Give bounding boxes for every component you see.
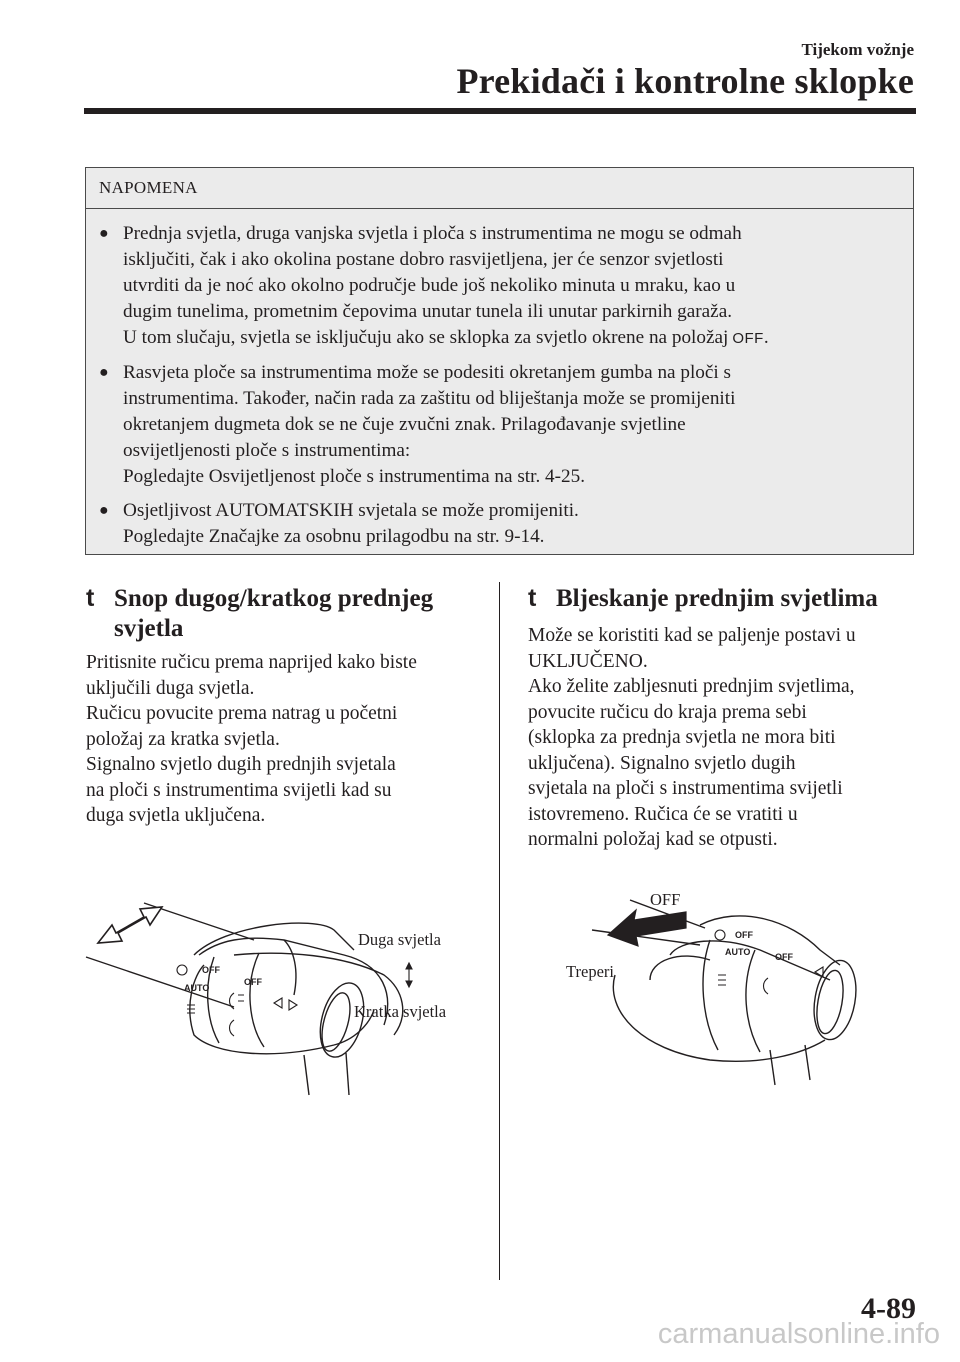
text-line: UKLJUČENO. [528,650,648,672]
right-section-heading [528,583,878,614]
stalk-stem [805,1045,810,1080]
text-line: istovremeno. Ručica će se vratiti u [528,803,798,825]
stalk-auto-text: AUTO [725,947,751,957]
note-line: okretanjem dugmeta dok se ne čuje zvučni znak. Prilagođavanje svjetline [123,414,686,435]
text-line: uključena). Signalno svjetlo dugih [528,752,796,774]
left-section-heading [86,583,433,644]
note-item-1 [86,221,903,352]
sun-icon [177,965,187,975]
header-rule [84,108,916,114]
stalk-outline [613,975,825,1061]
text-line: položaj za kratka svjetla. [86,728,280,750]
stalk-end-cap-inner [813,968,848,1035]
text-line: Ako želite zabljesnuti prednjim svjetlima, [528,676,855,697]
note-line: Rasvjeta ploče sa instrumentima može se podesiti okretanjem gumba na ploči s [123,362,731,383]
note-line: osvijetljenosti ploče s instrumentima: [123,440,411,461]
bullet-icon: ● [99,225,109,242]
headlight-stalk-figure [84,895,484,1105]
stalk-outline [234,953,403,1035]
note-line: dugim tunelima, prometnim čepovima unutar tunela ili unutar parkirnih garaža. [123,301,733,322]
section-label: Tijekom vožnje [801,40,914,59]
text-line: uključili duga svjetla. [86,677,255,699]
stalk-off-text: OFF [735,930,753,940]
stalk-outline [284,940,296,995]
heading-line: svjetla [114,615,184,642]
stalk-auto-text: AUTO [184,983,210,993]
sun-icon [715,930,725,940]
stalk-off-text: OFF [202,965,220,975]
text-line: na ploči s instrumentima svijetli kad su [86,779,392,801]
label-high-beam: Duga svjetla [358,930,441,949]
note-box [85,167,914,555]
note-line: instrumentima. Također, način rada za zaštitu od bliještanja može se promijeniti [123,388,736,409]
parking-light-icon [718,975,726,985]
stalk-outline [650,956,710,980]
note-item-2 [86,360,903,490]
stalk-stem [304,1055,309,1095]
flash-arrow [608,910,686,946]
note-line: isključiti, čak i ako okolina postane dobro rasvijetljena, jer će senzor svjetlosti [123,249,724,270]
fog-light-icon [764,978,769,994]
text-line: duga svjetla uključena. [86,805,266,826]
note-line: Prednja svjetla, druga vanjska svjetla i ploča s instrumentima ne mogu se odmah [123,223,742,244]
stalk-stem [346,1053,349,1095]
bullet-icon: ● [99,502,109,519]
off-symbol: OFF [732,330,764,347]
text-line: Ručicu povucite prema natrag u početni [86,703,398,724]
fog-light-icon [230,993,245,1009]
text-line: Može se koristiti kad se paljenje postavi u [528,625,856,646]
chapter-title: Prekidači i kontrolne sklopke [456,61,914,101]
stalk-ring [703,940,718,1050]
section-marker-icon: t [528,584,537,612]
left-paragraph [86,650,417,829]
flash-stalk-figure [590,880,880,1090]
stalk-off-text: OFF [775,952,793,962]
light-symbol-icons [715,930,823,994]
stalk-ring [250,953,264,1047]
watermark: carmanualsonline.info [657,1318,940,1350]
section-marker-icon: t [86,584,95,612]
note-line-end: . [763,327,769,348]
rear-fog-icon [230,1020,235,1036]
note-line: Pogledajte Osvijetljenost ploče s instrumentima na str. 4-25. [123,466,586,487]
text-line: (sklopka za prednja svjetla ne mora biti [528,727,836,748]
note-line-text: U tom slučaju, svjetla se isključuju ako se sklopka za svjetlo okrene na položaj [123,327,729,348]
parking-light-icon [187,1005,195,1013]
note-title: NAPOMENA [99,178,198,197]
label-flash: Treperi [566,962,614,981]
text-line: normalni položaj kad se otpusti. [528,829,778,850]
stalk-stem [770,1050,775,1085]
text-line: Pritisnite ručicu prema naprijed kako biste [86,652,417,673]
text-line: Signalno svjetlo dugih prednjih svjetala [86,754,396,775]
page-number: 4-89 [861,1292,916,1325]
label-off: OFF [650,890,681,909]
label-low-beam: Kratka svjetla [354,1002,447,1021]
text-line: povucite ručicu do kraja prema sebi [528,701,807,723]
stalk-ring [746,950,760,1052]
note-title-bar [86,168,913,209]
beam-arrows-icon [274,998,297,1010]
heading-line: Bljeskanje prednjim svjetlima [556,585,878,612]
column-divider [499,582,500,1280]
stalk-off-text: OFF [244,977,262,987]
bullet-icon: ● [99,364,109,381]
note-line: Pogledajte Značajke za osobnu prilagodbu na str. 9-14. [123,526,545,547]
text-line: svjetala na ploči s instrumentima svijetli [528,778,843,799]
heading-line: Snop dugog/kratkog prednjeg [114,585,434,612]
note-line: utvrditi da je noć ako okolno područje bude još nekoliko minuta u mraku, kao u [123,275,736,296]
note-line: Osjetljivost AUTOMATSKIH svjetala se može promijeniti. [123,500,579,521]
push-pull-arrow [98,907,162,943]
note-line [86,325,903,352]
note-item-3 [86,498,903,550]
right-paragraph [528,623,856,853]
